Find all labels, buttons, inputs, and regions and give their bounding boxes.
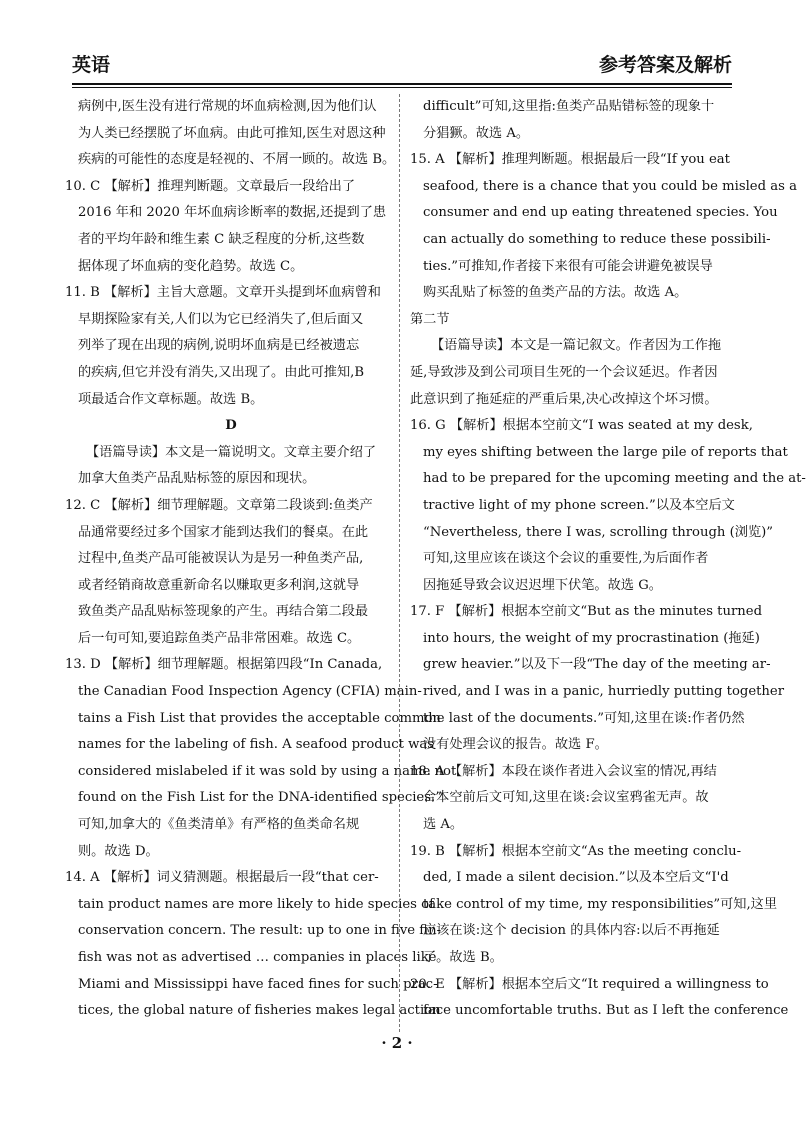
text-line: 选 A。 (423, 817, 464, 833)
text-line: rived, and I was in a panic, hurriedly putting together (423, 684, 785, 700)
text-line: my eyes shifting between the large pile of reports that (423, 444, 788, 460)
text-line: 没有处理会议的报告。故选 F。 (423, 737, 608, 753)
text-line: 延,导致涉及到公司项目生死的一个会议延迟。作者因 (410, 364, 718, 380)
document-title: 参考答案及解析 (598, 54, 732, 76)
text-line: the Canadian Food Inspection Agency (CFIA) main- (78, 684, 422, 700)
text-line: 15. A 【解析】推理判断题。根据最后一段“If you eat (410, 152, 730, 168)
right-column (410, 94, 806, 1025)
text-line: into hours, the weight of my procrastination (拖延) (423, 630, 760, 646)
text-line: 19. B 【解析】根据本空前文“As the meeting conclu- (410, 843, 742, 859)
text-line: 因拖延导致会议迟迟埋下伏笔。故选 G。 (423, 577, 662, 593)
text-line: 2016 年和 2020 年坏血病诊断率的数据,还提到了患 (78, 205, 387, 221)
text-line: tices, the global nature of fisheries makes legal action (78, 1003, 441, 1019)
text-line: 可知,这里应该在谈这个会议的重要性,为后面作者 (423, 551, 709, 567)
text-line: tains a Fish List that provides the acceptable common (78, 710, 441, 726)
text-line: 据体现了坏血病的变化趋势。故选 C。 (78, 258, 304, 274)
text-line: 品通常要经过多个国家才能到达我们的餐桌。在此 (78, 524, 369, 540)
text-line: considered mislabeled if it was sold by using a name not (78, 763, 457, 779)
text-line: 致鱼类产品乱贴标签现象的产生。再结合第二段最 (78, 604, 369, 620)
text-line: 购买乱贴了标签的鱼类产品的方法。故选 A。 (423, 285, 688, 301)
text-line: tain product names are more likely to hide species of (78, 896, 434, 912)
text-line: 第二节 (410, 311, 450, 327)
text-line: 14. A 【解析】词义猜测题。根据最后一段“that cer- (65, 870, 379, 886)
text-line: 17. F 【解析】根据本空前文“But as the minutes turned (410, 604, 763, 620)
text-line: seafood, there is a chance that you could be misled as a (423, 178, 797, 194)
text-line: 早期探险家有关,人们以为它已经消失了,但后面又 (78, 311, 364, 327)
text-line: 为人类已经摆脱了坏血病。由此可推知,医生对恩这种 (78, 125, 386, 141)
text-line: ded, I made a silent decision.”以及本空后文“I'd (423, 870, 729, 886)
text-line: 11. B 【解析】主旨大意题。文章开头提到坏血病曾和 (65, 285, 381, 301)
text-line: can actually do something to reduce these possibili- (423, 231, 771, 247)
text-line: had to be prepared for the upcoming meeting and the at- (423, 471, 806, 487)
text-line: difficult”可知,这里指:鱼类产品贴错标签的现象十 (423, 99, 715, 114)
text-line: 20. E 【解析】根据本空后文“It required a willingness to (410, 976, 769, 992)
text-line: 此意识到了拖延症的严重后果,决心改掉这个坏习惯。 (410, 391, 718, 407)
text-line: 的疾病,但它并没有消失,又出现了。由此可推知,B (78, 364, 365, 380)
text-line: face uncomfortable truths. But as I left the conference (423, 1003, 789, 1019)
text-line: take control of my time, my responsibilities”可知,这里 (423, 896, 778, 912)
column-divider (399, 94, 400, 1032)
text-line: 16. G 【解析】根据本空前文“I was seated at my desk, (410, 418, 753, 434)
text-line: 12. C 【解析】细节理解题。文章第二段谈到:鱼类产 (65, 497, 373, 513)
text-line: Miami and Mississippi have faced fines for such prac- (78, 976, 438, 992)
text-line: 18. A 【解析】本段在谈作者进入会议室的情况,再结 (410, 763, 717, 779)
text-line: 病例中,医生没有进行常规的坏血病检测,因为他们认 (78, 99, 377, 114)
text-line: “Nevertheless, there I was, scrolling through (浏览)” (423, 524, 774, 540)
text-line: 疾病的可能性的态度是轻视的、不屑一顾的。故选 B。 (78, 152, 396, 168)
text-line: 【语篇导读】本文是一篇说明文。文章主要介绍了 (86, 444, 377, 460)
subject-title: 英语 (72, 54, 111, 76)
text-line: the last of the documents.”可知,这里在谈:作者仍然 (423, 710, 745, 726)
page-header (72, 50, 732, 86)
header-rule-thin (72, 87, 732, 88)
text-line: 或者经销商故意重新命名以赚取更多利润,这就导 (78, 577, 360, 593)
text-line: consumer and end up eating threatened species. You (423, 205, 778, 221)
text-line: 项最适合作文章标题。故选 B。 (78, 391, 264, 407)
text-line: 了。故选 B。 (423, 950, 503, 965)
text-line: fish was not as advertised … companies in places like (78, 950, 437, 965)
text-line: 过程中,鱼类产品可能被误认为是另一种鱼类产品, (78, 551, 364, 567)
text-line: 加拿大鱼类产品乱贴标签的原因和现状。 (78, 471, 316, 487)
text-line: 后一句可知,要追踪鱼类产品非常困难。故选 C。 (78, 630, 361, 646)
text-line: tractive light of my phone screen.”以及本空后文 (423, 497, 735, 513)
text-line: 【语篇导读】本文是一篇记叙文。作者因为工作拖 (431, 338, 722, 354)
text-line: ties.”可推知,作者接下来很有可能会讲避免被误导 (423, 258, 713, 274)
text-line: 则。故选 D。 (78, 843, 159, 859)
text-line: D (225, 418, 237, 434)
text-line: 13. D 【解析】细节理解题。根据第四段“In Canada, (65, 657, 383, 673)
text-line: 可知,加拿大的《鱼类清单》有严格的鱼类命名规 (78, 817, 360, 833)
text-line: 分猖獗。故选 A。 (423, 125, 530, 141)
text-line: 合本空前后文可知,这里在谈:会议室鸦雀无声。故 (423, 790, 709, 806)
text-line: 者的平均年龄和维生素 C 缺乏程度的分析,这些数 (78, 231, 365, 247)
text-line: names for the labeling of fish. A seafood product was (78, 737, 435, 753)
text-line: 10. C 【解析】推理判断题。文章最后一段给出了 (65, 178, 356, 194)
page-number: · 2 · (381, 1034, 413, 1052)
text-line: 应该在谈:这个 decision 的具体内容:以后不再拖延 (423, 923, 720, 939)
header-rule-thick (72, 83, 732, 85)
text-line: found on the Fish List for the DNA-identified species.” (78, 790, 442, 806)
text-line: conservation concern. The result: up to one in five fin- (78, 923, 442, 939)
text-line: 列举了现在出现的病例,说明坏血病是已经被遗忘 (78, 338, 360, 354)
text-line: grew heavier.”以及下一段“The day of the meeting ar- (423, 657, 771, 673)
